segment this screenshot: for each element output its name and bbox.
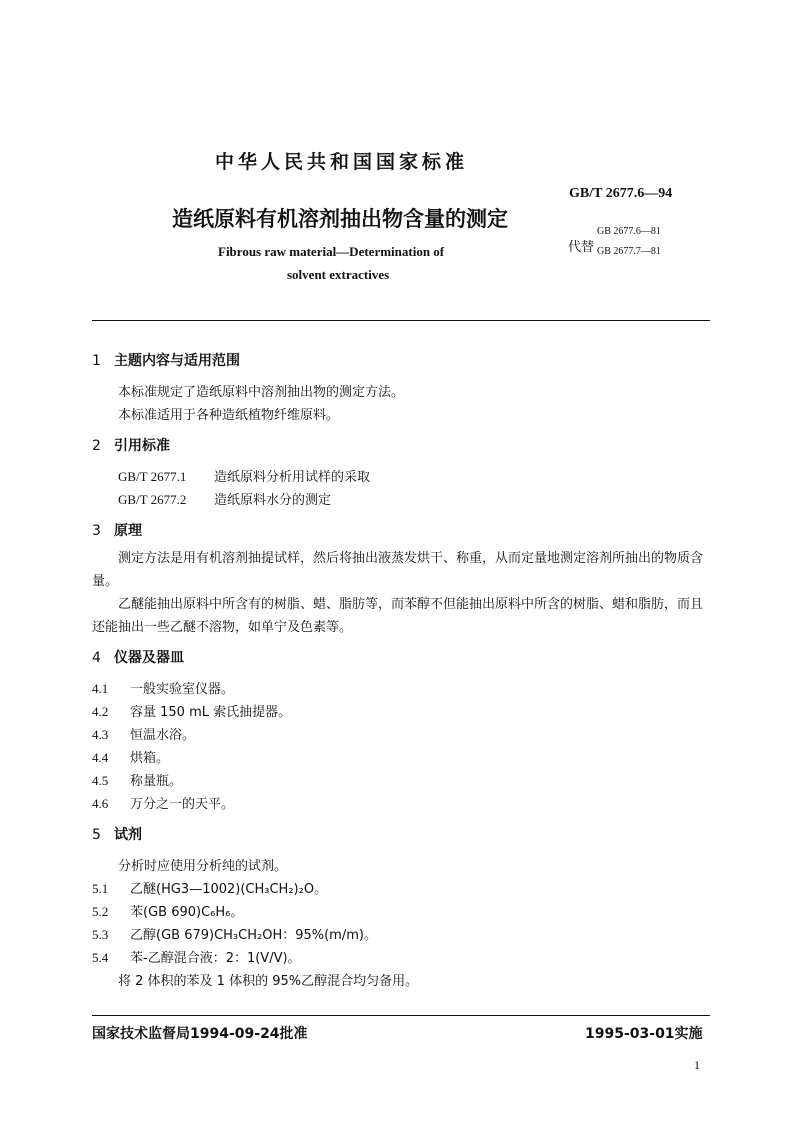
apparatus-item	[92, 701, 291, 720]
item-text: 烘箱。	[130, 751, 170, 766]
item-text: 苯-乙醇混合液：2：1(V/V)。	[130, 951, 301, 966]
section-4-heading	[92, 647, 184, 667]
section-5-heading	[92, 824, 142, 844]
section-number: 3	[92, 523, 101, 539]
reagent-item	[92, 924, 377, 943]
item-text: 苯(GB 690)C₆H₆。	[130, 905, 244, 920]
header-divider	[92, 320, 710, 321]
reagents-intro: 分析时应使用分析纯的试剂。	[118, 859, 288, 874]
approval-info: 国家技术监督局1994-09-24批准	[92, 1026, 308, 1042]
item-number: 5.2	[92, 904, 109, 919]
item-number: 5.4	[92, 950, 109, 965]
apparatus-item	[92, 678, 234, 697]
item-text: 恒温水浴。	[130, 728, 196, 743]
english-title-line1: Fibrous raw material—Determination of	[218, 244, 445, 259]
standard-number	[569, 186, 672, 202]
item-text: 乙醇(GB 679)CH₃CH₂OH：95%(m/m)。	[130, 928, 377, 943]
reference-item	[118, 466, 370, 485]
reference-item	[118, 489, 331, 508]
item-number: 5.3	[92, 927, 109, 942]
reagent-item	[92, 878, 327, 897]
reference-name: 造纸原料水分的测定	[214, 493, 332, 508]
effective-date: 1995-03-01实施	[585, 1026, 703, 1042]
section-3-heading	[92, 520, 142, 540]
section-title: 主题内容与适用范围	[114, 353, 240, 369]
section-number: 5	[92, 827, 101, 843]
item-text: 一般实验室仪器。	[130, 682, 235, 697]
item-number: 4.2	[92, 704, 109, 719]
apparatus-item	[92, 747, 169, 766]
replaced-standard-2: GB 2677.7—81	[597, 246, 661, 257]
section-3-para-2: 乙醚能抽出原料中所含有的树脂、蜡、脂肪等，而苯醇不但能抽出原料中所含的树脂、蜡和脂肪，而且还能抽出一些乙醚不溶物，如单宁及色素等。	[92, 597, 704, 635]
standard-number-text: GB/T 2677.6—94	[569, 186, 673, 201]
apparatus-item	[92, 770, 182, 789]
national-standard-heading: 中华人民共和国国家标准	[215, 151, 469, 173]
section-title: 试剂	[114, 827, 142, 843]
replaced-standard-1: GB 2677.6—81	[597, 226, 661, 237]
item-number: 4.5	[92, 773, 109, 788]
item-text: 万分之一的天平。	[130, 797, 235, 812]
reagent-item	[92, 901, 243, 920]
section-1-heading	[92, 350, 240, 370]
replaces-label: 代替	[568, 240, 595, 255]
item-text: 乙醚(HG3—1002)(CH₃CH₂)₂O。	[130, 882, 328, 897]
apparatus-item	[92, 724, 195, 743]
footer-divider	[92, 1015, 710, 1016]
item-number: 4.3	[92, 727, 109, 742]
page-number: 1	[694, 1058, 700, 1072]
section-title: 仪器及器皿	[114, 650, 184, 666]
item-number: 4.4	[92, 750, 109, 765]
english-title-line2: solvent extractives	[287, 267, 390, 282]
section-title: 原理	[114, 523, 142, 539]
section-number: 4	[92, 650, 101, 666]
reference-code: GB/T 2677.2	[118, 492, 187, 507]
reagent-mixing-note: 将 2 体积的苯及 1 体积的 95%乙醇混合均匀备用。	[118, 974, 419, 989]
section-number: 2	[92, 438, 101, 454]
item-number: 4.1	[92, 681, 109, 696]
item-number: 5.1	[92, 881, 109, 896]
item-number: 4.6	[92, 796, 109, 811]
section-title: 引用标准	[114, 438, 170, 454]
section-1-para-2: 本标准适用于各种造纸植物纤维原料。	[118, 408, 340, 423]
document-title: 造纸原料有机溶剂抽出物含量的测定	[172, 207, 508, 231]
section-3-para-1: 测定方法是用有机溶剂抽提试样，然后将抽出液蒸发烘干、称重，从而定量地测定溶剂所抽出的物质含量。	[92, 551, 704, 589]
reference-code: GB/T 2677.1	[118, 469, 187, 484]
section-number: 1	[92, 353, 101, 369]
reference-name: 造纸原料分析用试样的采取	[214, 470, 371, 485]
apparatus-item	[92, 793, 234, 812]
reagent-item	[92, 947, 301, 966]
item-text: 称量瓶。	[130, 774, 183, 789]
item-text: 容量 150 mL 索氏抽提器。	[130, 705, 292, 720]
section-1-para-1: 本标准规定了造纸原料中溶剂抽出物的测定方法。	[118, 385, 405, 400]
section-2-heading	[92, 435, 170, 455]
